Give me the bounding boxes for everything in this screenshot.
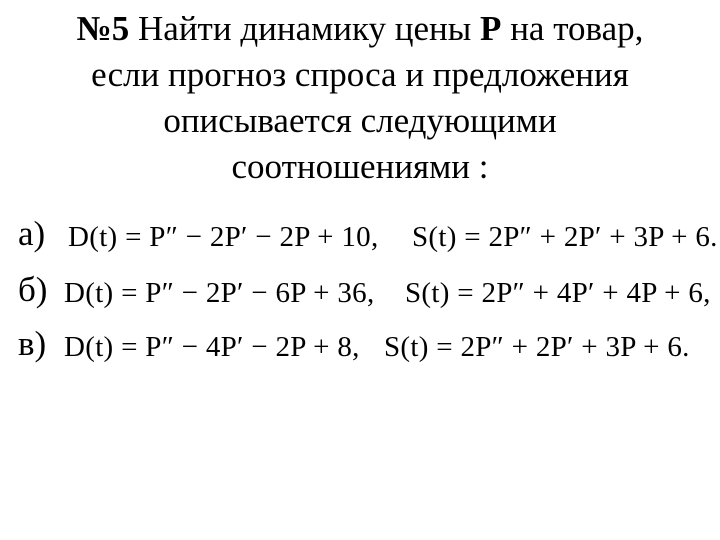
title-line-3: описывается следующими — [163, 101, 557, 140]
title-line-2: если прогноз спроса и предложения — [91, 55, 629, 94]
title-line-1-text: Найти динамику цены — [129, 9, 481, 48]
task-number: №5 — [76, 9, 130, 48]
title-line-4: соотношениями : — [231, 147, 489, 186]
supply-formula-b: S(t) = 2P″ + 4P′ + 4P + 6, — [405, 277, 711, 309]
demand-formula-c: D(t) = P″ − 4P′ − 2P + 8, — [64, 331, 360, 363]
item-label-a: а) — [18, 214, 46, 253]
item-label-c: в) — [18, 324, 47, 363]
equation-row-c — [0, 318, 720, 370]
title-variable: P — [480, 9, 502, 48]
demand-formula-b: D(t) = P″ − 2P′ − 6P + 36, — [64, 277, 375, 309]
item-label-b: б) — [18, 270, 48, 309]
task-title — [0, 6, 720, 190]
title-line-1-end: на товар, — [501, 9, 644, 48]
equation-row-a — [0, 208, 720, 260]
supply-formula-a: S(t) = 2P″ + 2P′ + 3P + 6. — [412, 221, 718, 253]
title-line-1 — [0, 6, 720, 52]
supply-formula-c: S(t) = 2P″ + 2P′ + 3P + 6. — [384, 331, 690, 363]
demand-formula-a: D(t) = P″ − 2P′ − 2P + 10, — [68, 221, 379, 253]
equation-row-b — [0, 264, 720, 316]
